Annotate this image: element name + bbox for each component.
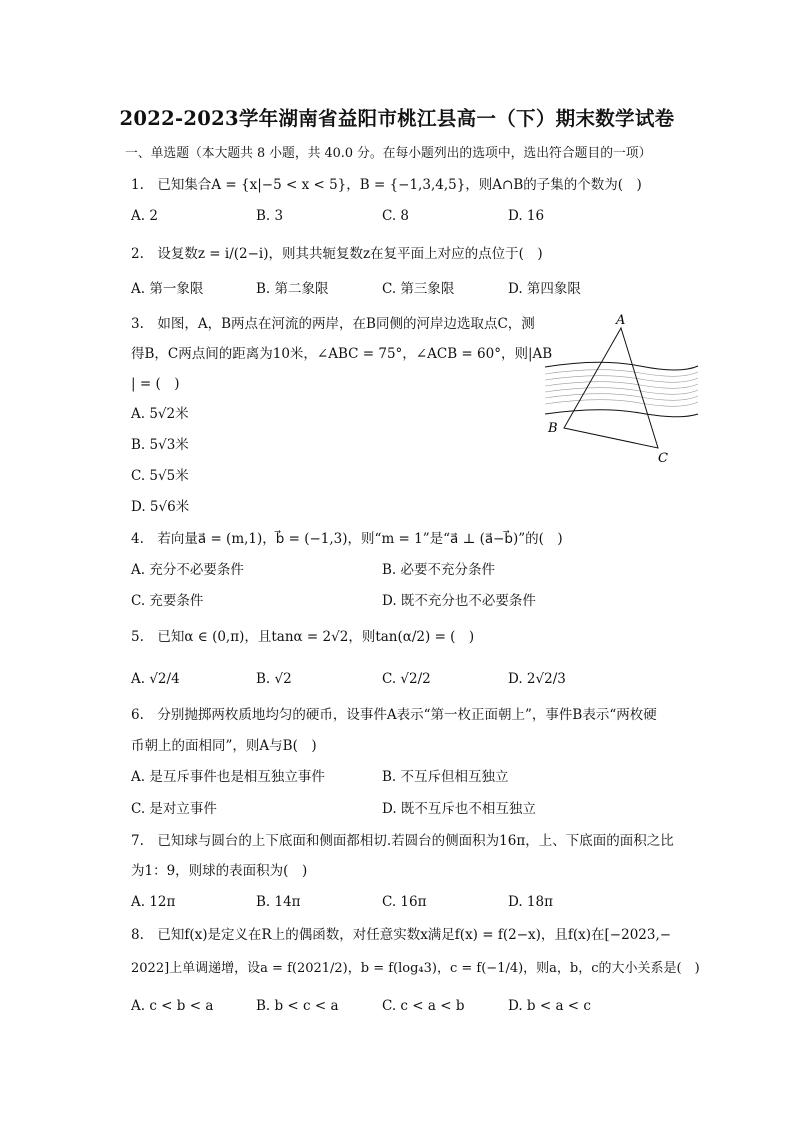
question-5-stem: 5. 已知α ∈ (0,π)，且tanα = 2√2，则tan(α/2) = ( )	[131, 629, 475, 645]
q3-option-a: A. 5√2米	[131, 406, 189, 422]
question-2-stem: 2. 设复数z = i/(2−i)，则其共轭复数z在复平面上对应的点位于( )	[131, 246, 543, 262]
question-8-stem-line2: 2022]上单调递增，设a = f(2021/2)，b = f(log₄3)，c = f(−1/4)，则a，b，c的大小关系是( )	[131, 961, 700, 976]
q8-option-c: C. c < a < b	[382, 998, 465, 1014]
q3-option-b: B. 5√3米	[131, 437, 189, 453]
q5-option-a: A. √2/4	[131, 671, 180, 687]
q1-option-a: A. 2	[131, 208, 158, 224]
q5-option-b: B. √2	[256, 671, 292, 687]
q4-option-b: B. 必要不充分条件	[382, 562, 496, 578]
point-b-label: B	[548, 421, 558, 436]
q4-option-d: D. 既不充分也不必要条件	[382, 593, 536, 609]
question-6-stem-line2: 币朝上的面相同”，则A与B( )	[131, 738, 317, 754]
question-3-stem-line2: 得B，C两点间的距离为10米，∠ABC = 75°，∠ACB = 60°，则|AB	[131, 346, 553, 362]
q2-option-d: D. 第四象限	[508, 281, 581, 297]
q6-option-b: B. 不互斥但相互独立	[382, 769, 509, 785]
point-a-label: A	[616, 313, 626, 328]
q7-option-a: A. 12π	[131, 894, 176, 910]
q8-option-a: A. c < b < a	[131, 998, 214, 1014]
q1-option-d: D. 16	[508, 208, 545, 224]
q6-option-d: D. 既不互斥也不相互独立	[382, 801, 536, 817]
question-8-stem-line1: 8. 已知f(x)是定义在R上的偶函数，对任意实数x满足f(x) = f(2−x)，且f(x)在[−2023,−	[131, 927, 672, 943]
q5-option-c: C. √2/2	[382, 671, 431, 687]
exam-title: 2022-2023学年湖南省益阳市桃江县高一（下）期末数学试卷	[119, 107, 675, 130]
q2-option-b: B. 第二象限	[256, 281, 329, 297]
q4-option-c: C. 充要条件	[131, 593, 204, 609]
q2-option-a: A. 第一象限	[131, 281, 204, 297]
q6-option-c: C. 是对立事件	[131, 801, 217, 817]
river-triangle-figure	[540, 310, 700, 470]
q5-option-d: D. 2√2/3	[508, 671, 566, 687]
q1-option-b: B. 3	[256, 208, 284, 224]
question-7-stem-line1: 7. 已知球与圆台的上下底面和侧面都相切.若圆台的侧面积为16π，上、下底面的面积之比	[131, 833, 674, 849]
river-bank-lines	[545, 362, 698, 417]
q8-option-d: D. b < a < c	[508, 998, 591, 1014]
question-1-stem: 1. 已知集合A = {x|−5 < x < 5}，B = {−1,3,4,5}，则A∩B的子集的个数为( )	[131, 177, 642, 193]
q8-option-b: B. b < c < a	[256, 998, 339, 1014]
question-7-stem-line2: 为1：9，则球的表面积为( )	[131, 863, 308, 879]
q3-option-c: C. 5√5米	[131, 468, 189, 484]
q4-option-a: A. 充分不必要条件	[131, 562, 244, 578]
question-4-stem: 4. 若向量a⃗ = (m,1)，b⃗ = (−1,3)，则“m = 1”是“a⃗ ⊥ (a⃗−b⃗)”的( )	[131, 531, 563, 547]
section-heading: 一、单选题（本大题共 8 小题，共 40.0 分。在每小题列出的选项中，选出符合题目的一项）	[125, 146, 652, 161]
point-c-label: C	[658, 451, 668, 466]
question-3-stem-line3: | = ( )	[131, 376, 180, 392]
q7-option-c: C. 16π	[382, 894, 427, 910]
q1-option-c: C. 8	[382, 208, 410, 224]
q6-option-a: A. 是互斥事件也是相互独立事件	[131, 769, 325, 785]
q7-option-b: B. 14π	[256, 894, 301, 910]
q7-option-d: D. 18π	[508, 894, 553, 910]
q2-option-c: C. 第三象限	[382, 281, 455, 297]
question-6-stem-line1: 6. 分别抛掷两枚质地均匀的硬币，设事件A表示“第一枚正面朝上”，事件B表示“两枚硬	[131, 707, 657, 723]
question-3-stem-line1: 3. 如图，A，B两点在河流的两岸，在B同侧的河岸边选取点C，测	[131, 316, 535, 332]
q3-option-d: D. 5√6米	[131, 499, 190, 515]
